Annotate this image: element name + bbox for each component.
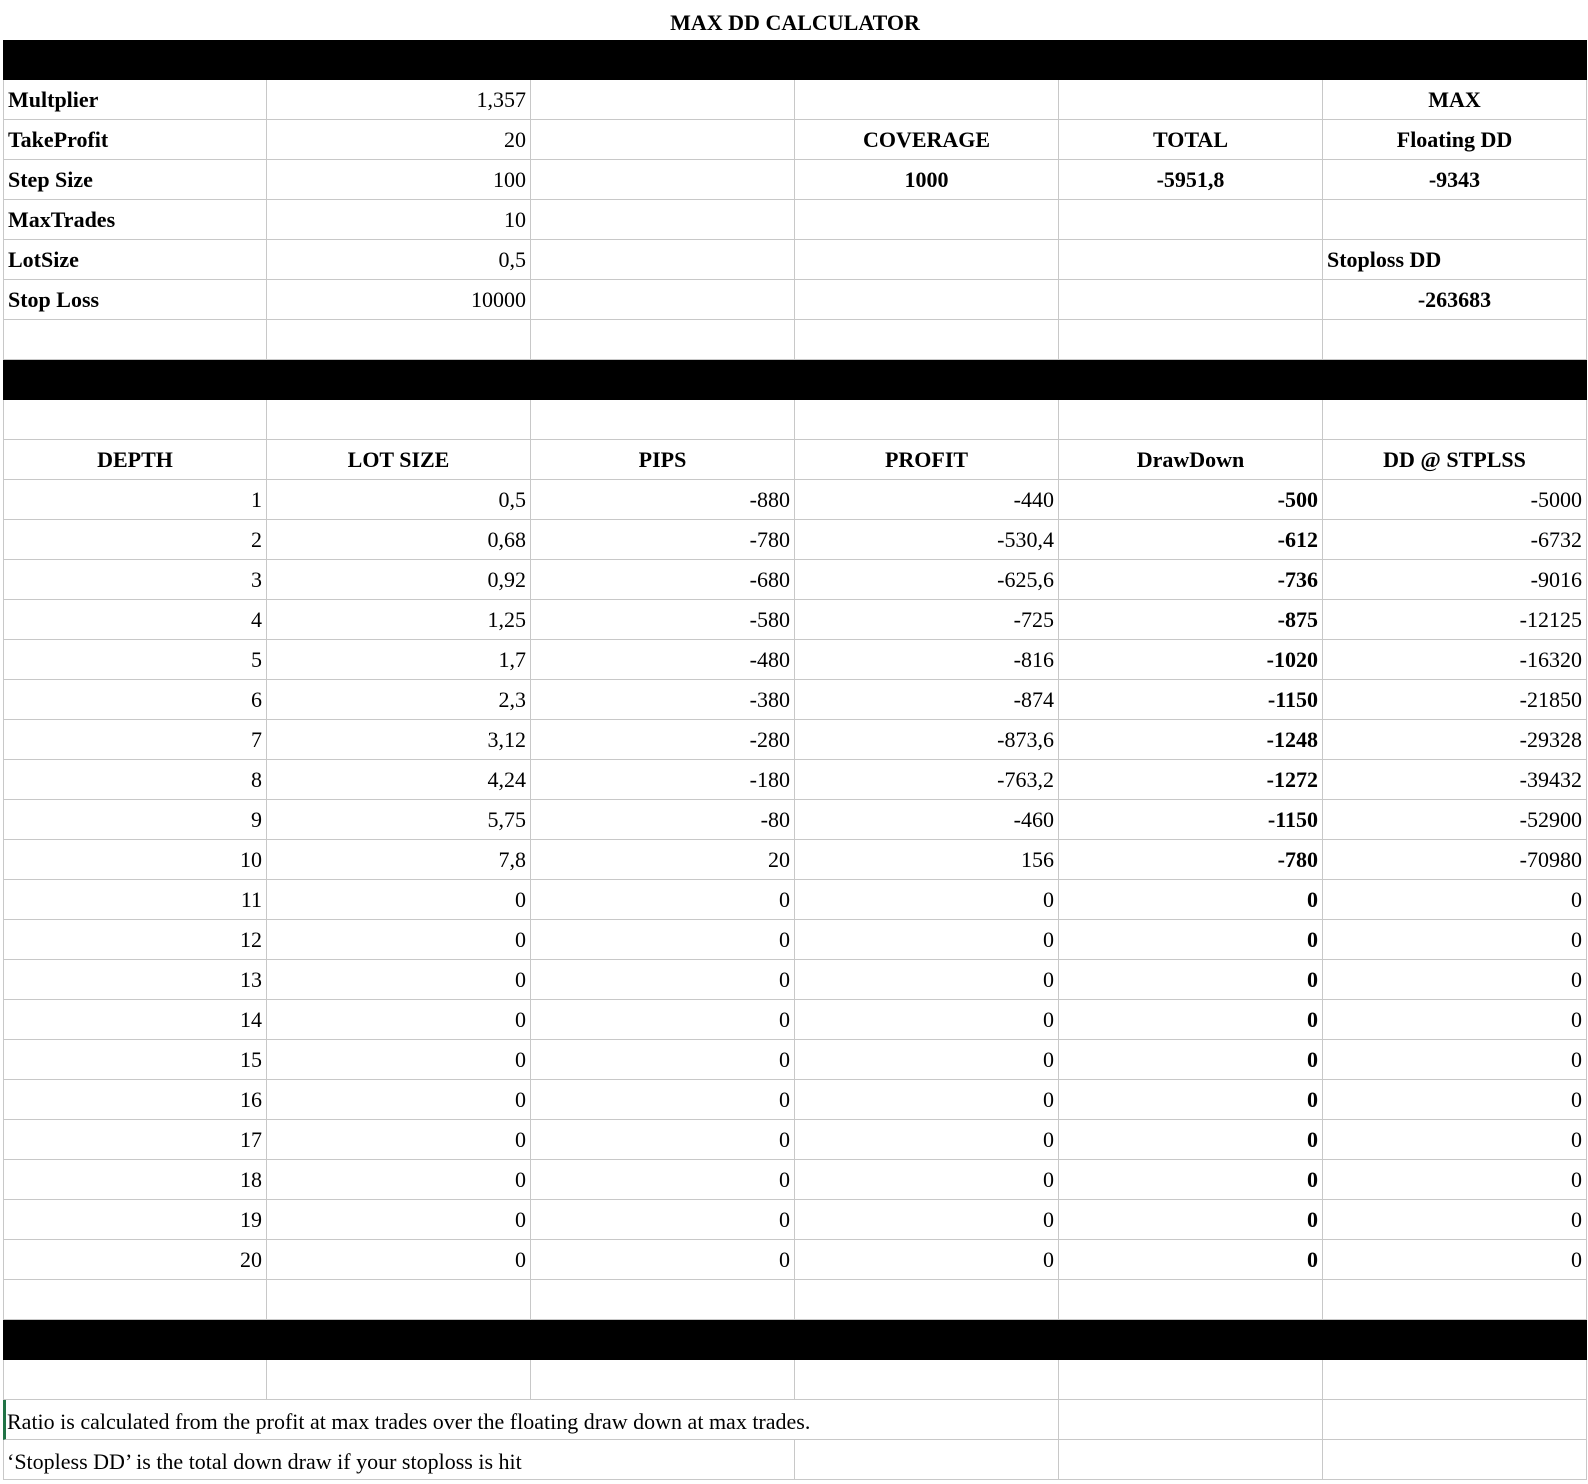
table-row	[3, 1160, 1587, 1200]
drawdown-cell[interactable]: -1248	[1059, 720, 1323, 760]
depth-cell[interactable]: 15	[3, 1040, 267, 1080]
param-value[interactable]: 20	[267, 120, 531, 160]
empty-cell[interactable]	[1059, 240, 1323, 280]
empty-cell[interactable]	[1059, 80, 1323, 120]
profit-cell[interactable]: 0	[795, 920, 1059, 960]
title-row	[3, 0, 1587, 40]
separator-bar	[3, 40, 1587, 80]
pips-cell[interactable]: -880	[531, 480, 795, 520]
empty-cell[interactable]	[3, 320, 267, 360]
table-row	[3, 560, 1587, 600]
depth-cell[interactable]: 18	[3, 1160, 267, 1200]
empty-cell[interactable]	[1059, 400, 1323, 440]
pips-cell[interactable]: -380	[531, 680, 795, 720]
empty-cell[interactable]	[531, 80, 795, 120]
table-row	[3, 720, 1587, 760]
param-value[interactable]: 0,5	[267, 240, 531, 280]
table-row	[3, 880, 1587, 920]
dd-stoploss-cell[interactable]: -12125	[1323, 600, 1587, 640]
empty-cell[interactable]	[1059, 1440, 1323, 1480]
dd-stoploss-cell[interactable]: 0	[1323, 1080, 1587, 1120]
lot-size-cell[interactable]: 0	[267, 1040, 531, 1080]
drawdown-cell[interactable]: -736	[1059, 560, 1323, 600]
table-header-row	[3, 440, 1587, 480]
lot-size-cell[interactable]: 0	[267, 960, 531, 1000]
profit-cell[interactable]: 0	[795, 960, 1059, 1000]
empty-cell[interactable]	[531, 1360, 795, 1400]
pips-cell[interactable]: 0	[531, 960, 795, 1000]
column-header[interactable]: DD @ STPLSS	[1323, 440, 1587, 480]
dd-stoploss-cell[interactable]: 0	[1323, 1160, 1587, 1200]
profit-cell[interactable]: 0	[795, 1240, 1059, 1280]
lot-size-cell[interactable]: 2,3	[267, 680, 531, 720]
empty-cell[interactable]	[531, 200, 795, 240]
note-text: ‘Stopless DD’ is the total down draw if your stoploss is hit	[7, 1449, 522, 1474]
depth-cell[interactable]: 10	[3, 840, 267, 880]
dd-stoploss-cell[interactable]: 0	[1323, 880, 1587, 920]
empty-cell[interactable]	[795, 1440, 1059, 1480]
param-label[interactable]: TakeProfit	[3, 120, 267, 160]
depth-cell[interactable]: 4	[3, 600, 267, 640]
lot-size-cell[interactable]: 1,7	[267, 640, 531, 680]
profit-cell[interactable]: -816	[795, 640, 1059, 680]
lot-size-cell[interactable]: 0	[267, 920, 531, 960]
empty-cell[interactable]	[531, 1440, 795, 1480]
total-value[interactable]: -5951,8	[1059, 160, 1323, 200]
profit-cell[interactable]: -873,6	[795, 720, 1059, 760]
dd-stoploss-cell[interactable]: -70980	[1323, 840, 1587, 880]
empty-cell[interactable]	[531, 280, 795, 320]
drawdown-cell[interactable]: 0	[1059, 1160, 1323, 1200]
pips-cell[interactable]: -80	[531, 800, 795, 840]
param-value[interactable]: 100	[267, 160, 531, 200]
depth-cell[interactable]: 16	[3, 1080, 267, 1120]
empty-cell[interactable]	[1323, 1400, 1587, 1440]
profit-cell[interactable]: 0	[795, 880, 1059, 920]
depth-cell[interactable]: 11	[3, 880, 267, 920]
depth-cell[interactable]: 14	[3, 1000, 267, 1040]
depth-cell[interactable]: 1	[3, 480, 267, 520]
coverage-value[interactable]: 1000	[795, 160, 1059, 200]
table-row	[3, 1240, 1587, 1280]
drawdown-cell[interactable]: -1020	[1059, 640, 1323, 680]
empty-cell[interactable]	[795, 400, 1059, 440]
empty-cell[interactable]	[3, 1360, 267, 1400]
table-row	[3, 640, 1587, 680]
lot-size-cell[interactable]: 0	[267, 1200, 531, 1240]
table-row	[3, 1200, 1587, 1240]
lot-size-cell[interactable]: 0,5	[267, 480, 531, 520]
drawdown-cell[interactable]: -1150	[1059, 800, 1323, 840]
drawdown-cell[interactable]: -780	[1059, 840, 1323, 880]
pips-cell[interactable]: -680	[531, 560, 795, 600]
separator-bar	[3, 360, 1587, 400]
drawdown-cell[interactable]: -875	[1059, 600, 1323, 640]
empty-cell[interactable]	[1059, 200, 1323, 240]
table-row	[3, 1080, 1587, 1120]
param-row	[3, 280, 1587, 320]
pips-cell[interactable]: 0	[531, 1160, 795, 1200]
param-value[interactable]: 10	[267, 200, 531, 240]
pips-cell[interactable]: 0	[531, 1120, 795, 1160]
note-text: Ratio is calculated from the profit at max trades over the floating draw down at max trades.	[7, 1409, 811, 1434]
empty-row	[3, 400, 1587, 440]
note-row	[3, 1440, 1587, 1480]
lot-size-cell[interactable]: 7,8	[267, 840, 531, 880]
lot-size-cell[interactable]: 0	[267, 1080, 531, 1120]
table-row	[3, 800, 1587, 840]
table-row	[3, 840, 1587, 880]
depth-cell[interactable]: 19	[3, 1200, 267, 1240]
lot-size-cell[interactable]: 3,12	[267, 720, 531, 760]
profit-cell[interactable]: 0	[795, 1000, 1059, 1040]
drawdown-cell[interactable]: 0	[1059, 1240, 1323, 1280]
depth-cell[interactable]: 2	[3, 520, 267, 560]
total-label[interactable]: TOTAL	[1059, 120, 1323, 160]
empty-cell[interactable]	[531, 120, 795, 160]
lot-size-cell[interactable]: 0,68	[267, 520, 531, 560]
empty-cell[interactable]	[795, 80, 1059, 120]
drawdown-cell[interactable]: -612	[1059, 520, 1323, 560]
empty-cell[interactable]	[1323, 1440, 1587, 1480]
empty-cell[interactable]	[1059, 320, 1323, 360]
pips-cell[interactable]: 0	[531, 880, 795, 920]
dd-stoploss-cell[interactable]: -16320	[1323, 640, 1587, 680]
profit-cell[interactable]: 0	[795, 1040, 1059, 1080]
profit-cell[interactable]: -874	[795, 680, 1059, 720]
pips-cell[interactable]: 0	[531, 920, 795, 960]
profit-cell[interactable]: -625,6	[795, 560, 1059, 600]
drawdown-cell[interactable]: -500	[1059, 480, 1323, 520]
drawdown-cell[interactable]: 0	[1059, 920, 1323, 960]
lot-size-cell[interactable]: 1,25	[267, 600, 531, 640]
column-header[interactable]: PROFIT	[795, 440, 1059, 480]
drawdown-cell[interactable]: 0	[1059, 1120, 1323, 1160]
table-row	[3, 760, 1587, 800]
table-row	[3, 920, 1587, 960]
empty-cell[interactable]	[1323, 400, 1587, 440]
param-label[interactable]: Multplier	[3, 80, 267, 120]
pips-cell[interactable]: 0	[531, 1200, 795, 1240]
param-value[interactable]: 10000	[267, 280, 531, 320]
dd-stoploss-cell[interactable]: 0	[1323, 960, 1587, 1000]
profit-cell[interactable]: -530,4	[795, 520, 1059, 560]
empty-cell[interactable]	[1323, 320, 1587, 360]
empty-cell[interactable]	[3, 1280, 267, 1320]
table-row	[3, 480, 1587, 520]
depth-cell[interactable]: 5	[3, 640, 267, 680]
dd-stoploss-cell[interactable]: -9016	[1323, 560, 1587, 600]
pips-cell[interactable]: 0	[531, 1040, 795, 1080]
empty-cell[interactable]	[1059, 1360, 1323, 1400]
param-row	[3, 120, 1587, 160]
profit-cell[interactable]: -725	[795, 600, 1059, 640]
drawdown-cell[interactable]: 0	[1059, 1040, 1323, 1080]
dd-stoploss-cell[interactable]: 0	[1323, 1000, 1587, 1040]
depth-cell[interactable]: 12	[3, 920, 267, 960]
dd-stoploss-cell[interactable]: -39432	[1323, 760, 1587, 800]
table-row	[3, 600, 1587, 640]
drawdown-cell[interactable]: 0	[1059, 960, 1323, 1000]
pips-cell[interactable]: -180	[531, 760, 795, 800]
empty-cell[interactable]	[795, 200, 1059, 240]
depth-cell[interactable]: 6	[3, 680, 267, 720]
drawdown-cell[interactable]: 0	[1059, 1200, 1323, 1240]
lot-size-cell[interactable]: 0	[267, 1240, 531, 1280]
stoploss-dd-value[interactable]: -263683	[1323, 280, 1587, 320]
lot-size-cell[interactable]: 5,75	[267, 800, 531, 840]
table-row	[3, 520, 1587, 560]
empty-cell[interactable]	[795, 320, 1059, 360]
sheet-title[interactable]: MAX DD CALCULATOR	[670, 10, 920, 35]
drawdown-cell[interactable]: -1150	[1059, 680, 1323, 720]
depth-cell[interactable]: 3	[3, 560, 267, 600]
param-row	[3, 160, 1587, 200]
empty-cell[interactable]	[1059, 1280, 1323, 1320]
column-header[interactable]: PIPS	[531, 440, 795, 480]
table-row	[3, 680, 1587, 720]
empty-cell[interactable]	[795, 240, 1059, 280]
depth-cell[interactable]: 13	[3, 960, 267, 1000]
pips-cell[interactable]: -480	[531, 640, 795, 680]
empty-cell[interactable]	[267, 400, 531, 440]
empty-cell[interactable]	[1059, 280, 1323, 320]
table-row	[3, 1120, 1587, 1160]
dd-stoploss-cell[interactable]: -6732	[1323, 520, 1587, 560]
drawdown-cell[interactable]: 0	[1059, 880, 1323, 920]
pips-cell[interactable]: -580	[531, 600, 795, 640]
pips-cell[interactable]: 0	[531, 1080, 795, 1120]
dd-stoploss-cell[interactable]: 0	[1323, 1040, 1587, 1080]
empty-row	[3, 1360, 1587, 1400]
profit-cell[interactable]: -460	[795, 800, 1059, 840]
lot-size-cell[interactable]: 0	[267, 1120, 531, 1160]
coverage-label[interactable]: COVERAGE	[795, 120, 1059, 160]
empty-row	[3, 320, 1587, 360]
drawdown-cell[interactable]: -1272	[1059, 760, 1323, 800]
depth-cell[interactable]: 7	[3, 720, 267, 760]
profit-cell[interactable]: -440	[795, 480, 1059, 520]
empty-cell[interactable]	[267, 1280, 531, 1320]
depth-cell[interactable]: 9	[3, 800, 267, 840]
profit-cell[interactable]: 0	[795, 1200, 1059, 1240]
empty-cell[interactable]	[267, 1360, 531, 1400]
depth-cell[interactable]: 20	[3, 1240, 267, 1280]
column-header[interactable]: DEPTH	[3, 440, 267, 480]
empty-cell[interactable]	[531, 240, 795, 280]
param-row	[3, 240, 1587, 280]
empty-cell[interactable]	[1059, 1400, 1323, 1440]
pips-cell[interactable]: 0	[531, 1240, 795, 1280]
empty-cell[interactable]	[531, 400, 795, 440]
pips-cell[interactable]: 20	[531, 840, 795, 880]
stoploss-dd-label[interactable]: Stoploss DD	[1323, 240, 1587, 280]
depth-cell[interactable]: 8	[3, 760, 267, 800]
param-row	[3, 80, 1587, 120]
param-value[interactable]: 1,357	[267, 80, 531, 120]
empty-cell[interactable]	[531, 320, 795, 360]
profit-cell[interactable]: -763,2	[795, 760, 1059, 800]
empty-cell[interactable]	[1323, 200, 1587, 240]
empty-row	[3, 1280, 1587, 1320]
floating-dd-label[interactable]: Floating DD	[1323, 120, 1587, 160]
empty-cell[interactable]	[531, 160, 795, 200]
lot-size-cell[interactable]: 0	[267, 880, 531, 920]
empty-cell[interactable]	[795, 1280, 1059, 1320]
drawdown-cell[interactable]: 0	[1059, 1000, 1323, 1040]
table-row	[3, 960, 1587, 1000]
empty-cell[interactable]	[795, 1360, 1059, 1400]
lot-size-cell[interactable]: 4,24	[267, 760, 531, 800]
table-row	[3, 1000, 1587, 1040]
lot-size-cell[interactable]: 0,92	[267, 560, 531, 600]
empty-cell[interactable]	[1323, 1360, 1587, 1400]
column-header[interactable]: DrawDown	[1059, 440, 1323, 480]
dd-stoploss-cell[interactable]: -29328	[1323, 720, 1587, 760]
table-body	[3, 480, 1587, 1280]
dd-stoploss-cell[interactable]: 0	[1323, 1120, 1587, 1160]
table-row	[3, 1040, 1587, 1080]
max-label[interactable]: MAX	[1323, 80, 1587, 120]
note-row	[3, 1400, 1587, 1440]
dd-stoploss-cell[interactable]: -21850	[1323, 680, 1587, 720]
dd-stoploss-cell[interactable]: 0	[1323, 920, 1587, 960]
dd-stoploss-cell[interactable]: 0	[1323, 1200, 1587, 1240]
profit-cell[interactable]: 0	[795, 1160, 1059, 1200]
dd-stoploss-cell[interactable]: 0	[1323, 1240, 1587, 1280]
profit-cell[interactable]: 0	[795, 1120, 1059, 1160]
param-label[interactable]: Step Size	[3, 160, 267, 200]
param-row	[3, 200, 1587, 240]
column-header[interactable]: LOT SIZE	[267, 440, 531, 480]
pips-cell[interactable]: -280	[531, 720, 795, 760]
dd-stoploss-cell[interactable]: -52900	[1323, 800, 1587, 840]
pips-cell[interactable]: 0	[531, 1000, 795, 1040]
dd-stoploss-cell[interactable]: -5000	[1323, 480, 1587, 520]
empty-cell[interactable]	[795, 1400, 1059, 1440]
param-label[interactable]: Stop Loss	[3, 280, 267, 320]
param-label[interactable]: MaxTrades	[3, 200, 267, 240]
empty-cell[interactable]	[267, 320, 531, 360]
depth-cell[interactable]: 17	[3, 1120, 267, 1160]
param-label[interactable]: LotSize	[3, 240, 267, 280]
empty-cell[interactable]	[531, 1280, 795, 1320]
separator-bar	[3, 1320, 1587, 1360]
empty-cell[interactable]	[3, 400, 267, 440]
empty-cell[interactable]	[1323, 1280, 1587, 1320]
spreadsheet	[3, 0, 1587, 1480]
empty-cell[interactable]	[795, 280, 1059, 320]
pips-cell[interactable]: -780	[531, 520, 795, 560]
floating-dd-value[interactable]: -9343	[1323, 160, 1587, 200]
profit-cell[interactable]: 0	[795, 1080, 1059, 1120]
lot-size-cell[interactable]: 0	[267, 1000, 531, 1040]
lot-size-cell[interactable]: 0	[267, 1160, 531, 1200]
profit-cell[interactable]: 156	[795, 840, 1059, 880]
drawdown-cell[interactable]: 0	[1059, 1080, 1323, 1120]
